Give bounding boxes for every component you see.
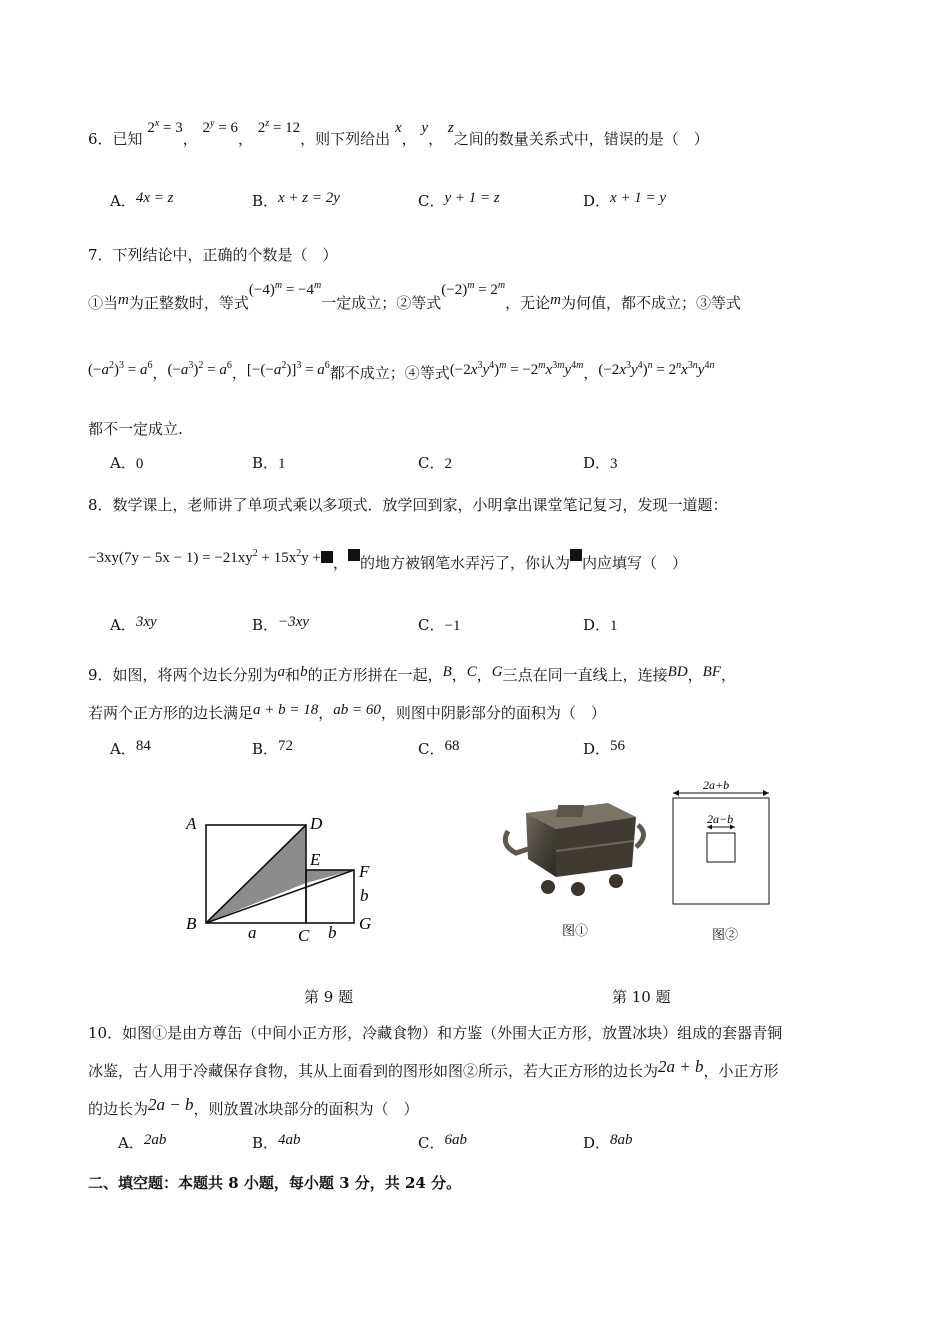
q6-stem: 6．已知 $2^x = 3$， $2^y = 6$， $2^z = 12$，则下列给出 x， y， z之间的数量关系式中，错误的是（ ） bbox=[88, 118, 709, 148]
q8-equation: $-3xy(7y - 5x - 1) = -21xy^2 + 15x^2y$ + bbox=[88, 550, 333, 566]
q6-var-x: x bbox=[394, 120, 402, 136]
arrowhead bbox=[673, 790, 679, 796]
ink-blot-icon bbox=[570, 549, 582, 561]
vessel-right-handle bbox=[636, 825, 644, 847]
vessel-left-handle bbox=[505, 831, 528, 853]
vessel-knob bbox=[556, 805, 584, 817]
fig2-caption: 图② bbox=[712, 928, 739, 943]
q9-caption: 第 9 题 bbox=[304, 988, 354, 1006]
q8-option-c[interactable]: C．−1 bbox=[418, 616, 461, 634]
q6-eq3: $2^z = 12$ bbox=[257, 118, 301, 136]
vessel-foot bbox=[609, 874, 623, 888]
q7-option-d[interactable]: D．3 bbox=[583, 454, 618, 472]
section-heading-fill-in: 二、填空题：本题共 8 小题，每小题 3 分，共 24 分。 bbox=[88, 1174, 462, 1192]
q6-option-a[interactable]: A．4x = z bbox=[110, 190, 174, 210]
q7-stem: 7．下列结论中，正确的个数是（ ） bbox=[88, 246, 338, 264]
q9-option-d[interactable]: D．56 bbox=[583, 738, 626, 758]
q7-option-b[interactable]: B．1 bbox=[252, 454, 286, 472]
q10-line3: 的边长为2a − b，则放置冰块部分的面积为（ ） bbox=[88, 1095, 419, 1118]
q7-option-c[interactable]: C．2 bbox=[418, 454, 452, 472]
q6-number: 6．已知 bbox=[88, 130, 143, 148]
label-g: G bbox=[359, 914, 372, 933]
outer-side-label: 2a+b bbox=[703, 778, 730, 792]
vessel-foot bbox=[541, 880, 555, 894]
q7-line1: ①当m为正整数时，等式$(-4)^m = -4^m$一定成立；②等式$(-2)^m = 2^m$，无论m为何值，都不成立；③等式 bbox=[88, 280, 741, 312]
label-b: B bbox=[186, 914, 197, 933]
q6-tail-text: 之间的数量关系式中，错误的是（ ） bbox=[453, 130, 709, 148]
q8-option-d[interactable]: D．1 bbox=[583, 616, 618, 634]
q8-stem: 8．数学课上，老师讲了单项式乘以多项式．放学回到家，小明拿出课堂笔记复习，发现一道题： bbox=[88, 496, 728, 514]
ink-blot-icon bbox=[348, 549, 360, 561]
q9-option-c[interactable]: C．68 bbox=[418, 738, 460, 758]
q9-figure bbox=[180, 805, 390, 955]
q9-line1: 9．如图，将两个边长分别为a和b的正方形拼在一起，B，C，G三点在同一直线上，连接BD，BF， bbox=[88, 664, 737, 684]
q10-option-c[interactable]: C．6ab bbox=[418, 1132, 467, 1152]
q10-option-b[interactable]: B．4ab bbox=[252, 1132, 301, 1152]
q6-eq1: $2^x = 3$ bbox=[147, 118, 183, 136]
ink-blot-icon bbox=[321, 551, 333, 563]
label-a: A bbox=[186, 814, 197, 833]
q9-option-b[interactable]: B．72 bbox=[252, 738, 294, 758]
q6-mid-text: ，则下列给出 bbox=[300, 130, 391, 148]
q7-option-a[interactable]: A．0 bbox=[110, 454, 144, 472]
inner-square bbox=[707, 833, 735, 862]
q10-figure2 bbox=[665, 778, 777, 928]
q8-option-a[interactable]: A．3xy bbox=[110, 614, 157, 634]
label-c: C bbox=[298, 926, 310, 945]
label-a-side: a bbox=[248, 923, 257, 942]
q9-option-a[interactable]: A．84 bbox=[110, 738, 151, 758]
q10-line2: 冰鉴，古人用于冷藏保存食物，其从上面看到的图形如图②所示，若大正方形的边长为2a + b，小正方形 bbox=[88, 1057, 779, 1080]
q8-option-b[interactable]: B．−3xy bbox=[252, 614, 309, 634]
q6-option-b[interactable]: B．x + z = 2y bbox=[252, 190, 340, 210]
label-f: F bbox=[359, 862, 370, 881]
q9-line2: 若两个正方形的边长满足a + b = 18，ab = 60，则图中阴影部分的面积为（ ） bbox=[88, 702, 606, 722]
label-b-side: b bbox=[360, 886, 369, 905]
arrowhead bbox=[763, 790, 769, 796]
label-d: D bbox=[310, 814, 323, 833]
inner-side-label: 2a−b bbox=[707, 812, 734, 826]
q6-var-z: z bbox=[447, 120, 454, 136]
q7-line2: $(-a^2)^3 = a^6$，$(-a^3)^2 = a^6$，$[-(-a^2)]^3 = a^6$都不成立；④等式$(-2x^3y^4)^m = -2^mx^{3m}y^{4m}$，$(-2x^3y^4)^n = 2^nx^{3n}y^{4n}$ bbox=[88, 360, 715, 382]
q7-line3: 都不一定成立. bbox=[88, 420, 183, 438]
q10-option-d[interactable]: D．8ab bbox=[583, 1132, 633, 1152]
q8-line2: $-3xy(7y - 5x - 1) = -21xy^2 + 15x^2y$ + ， 的地方被钢笔水弄污了，你认为 内应填写（ ） bbox=[88, 548, 688, 572]
q6-var-y: y bbox=[421, 120, 429, 136]
q6-option-c[interactable]: C．y + 1 = z bbox=[418, 190, 500, 210]
label-b-bottom: b bbox=[328, 923, 337, 942]
q10-line1: 10．如图①是由方尊缶（中间小正方形，冷藏食物）和方鉴（外围大正方形，放置冰块）组成的套器青铜 bbox=[88, 1024, 783, 1042]
q10-caption: 第 10 题 bbox=[612, 988, 671, 1006]
q6-option-d[interactable]: D．x + 1 = y bbox=[583, 190, 667, 210]
q10-option-a[interactable]: A．2ab bbox=[118, 1132, 167, 1152]
vessel-foot bbox=[571, 882, 585, 896]
label-e: E bbox=[310, 850, 321, 869]
fig1-caption: 图① bbox=[562, 924, 589, 939]
bronze-vessel-image bbox=[498, 795, 648, 900]
q6-eq2: $2^y = 6$ bbox=[202, 118, 238, 136]
